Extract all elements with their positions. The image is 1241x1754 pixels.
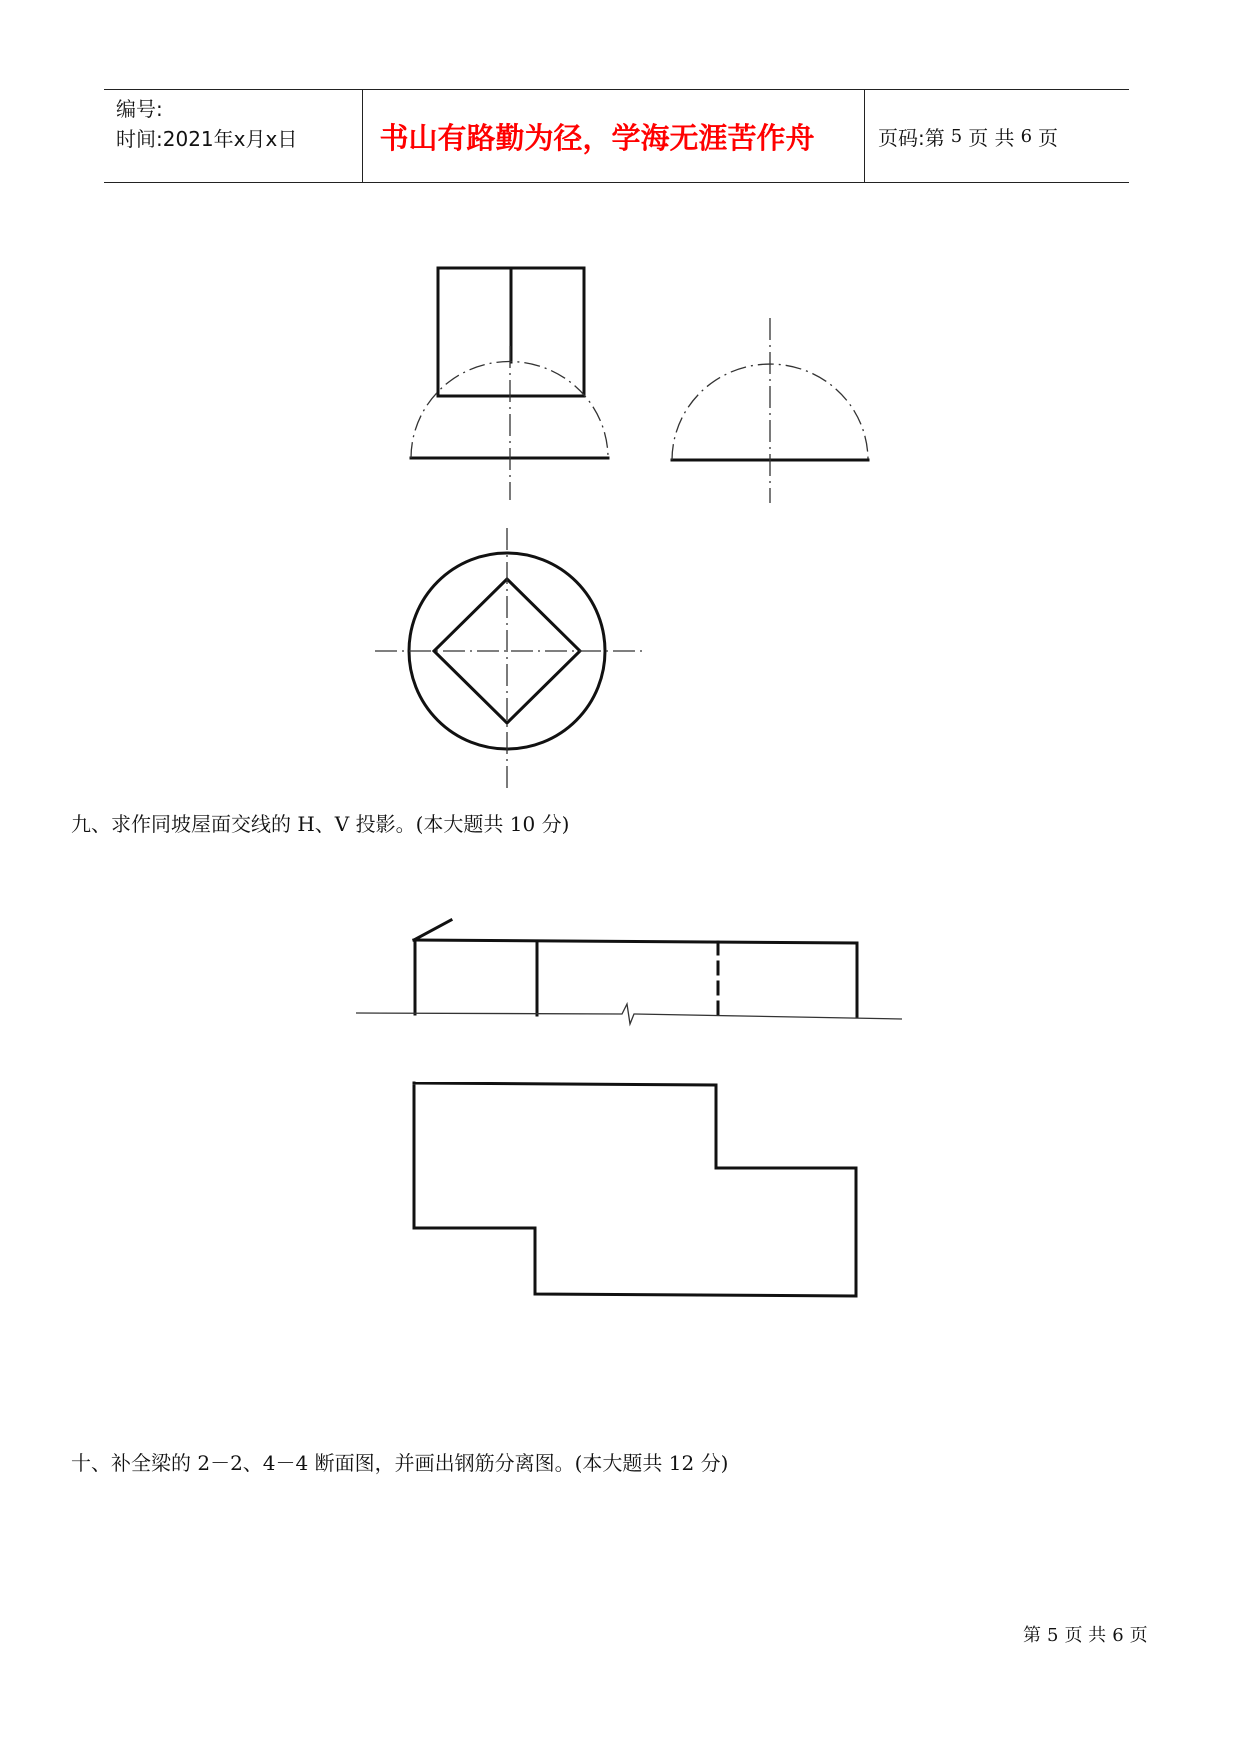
footer-total: 6 xyxy=(1112,1625,1124,1646)
roof-h-projection xyxy=(414,1083,856,1296)
time-value: 2021年x月x日 xyxy=(162,127,298,151)
page-current: 5 xyxy=(950,125,963,147)
roof-v-projection xyxy=(414,920,857,1017)
front-view-hemisphere-arc xyxy=(411,362,608,458)
page-total: 6 xyxy=(1020,125,1033,147)
ground-line-with-break xyxy=(356,1004,902,1024)
page-prefix: 第 xyxy=(924,125,945,150)
page-footer xyxy=(1020,1621,1151,1647)
serial-label: 编号: xyxy=(116,97,163,121)
roof-v-ridge xyxy=(414,940,857,943)
page-mid: 页 共 xyxy=(968,125,1015,150)
footer-prefix: 第 xyxy=(1023,1625,1041,1646)
time-label: 时间: xyxy=(116,127,163,151)
page-suffix: 页 xyxy=(1038,125,1059,150)
footer-suffix: 页 xyxy=(1129,1625,1148,1646)
header-motto: 书山有路勤为径，学海无涯苦作舟 xyxy=(379,120,815,155)
roof-v-slope xyxy=(414,920,451,940)
roof-h-outline xyxy=(414,1083,856,1296)
footer-current: 5 xyxy=(1047,1625,1059,1646)
side-view-hemisphere-arc xyxy=(672,364,868,460)
question-nine: 九、求作同坡屋面交线的 H、V 投影。(本大题共 10 分) xyxy=(71,812,570,836)
question-ten: 十、补全梁的 2－2、4－4 断面图，并画出钢筋分离图。(本大题共 12 分) xyxy=(71,1451,729,1475)
footer-mid: 页 共 xyxy=(1064,1625,1107,1646)
page-label: 页码: xyxy=(878,125,925,150)
